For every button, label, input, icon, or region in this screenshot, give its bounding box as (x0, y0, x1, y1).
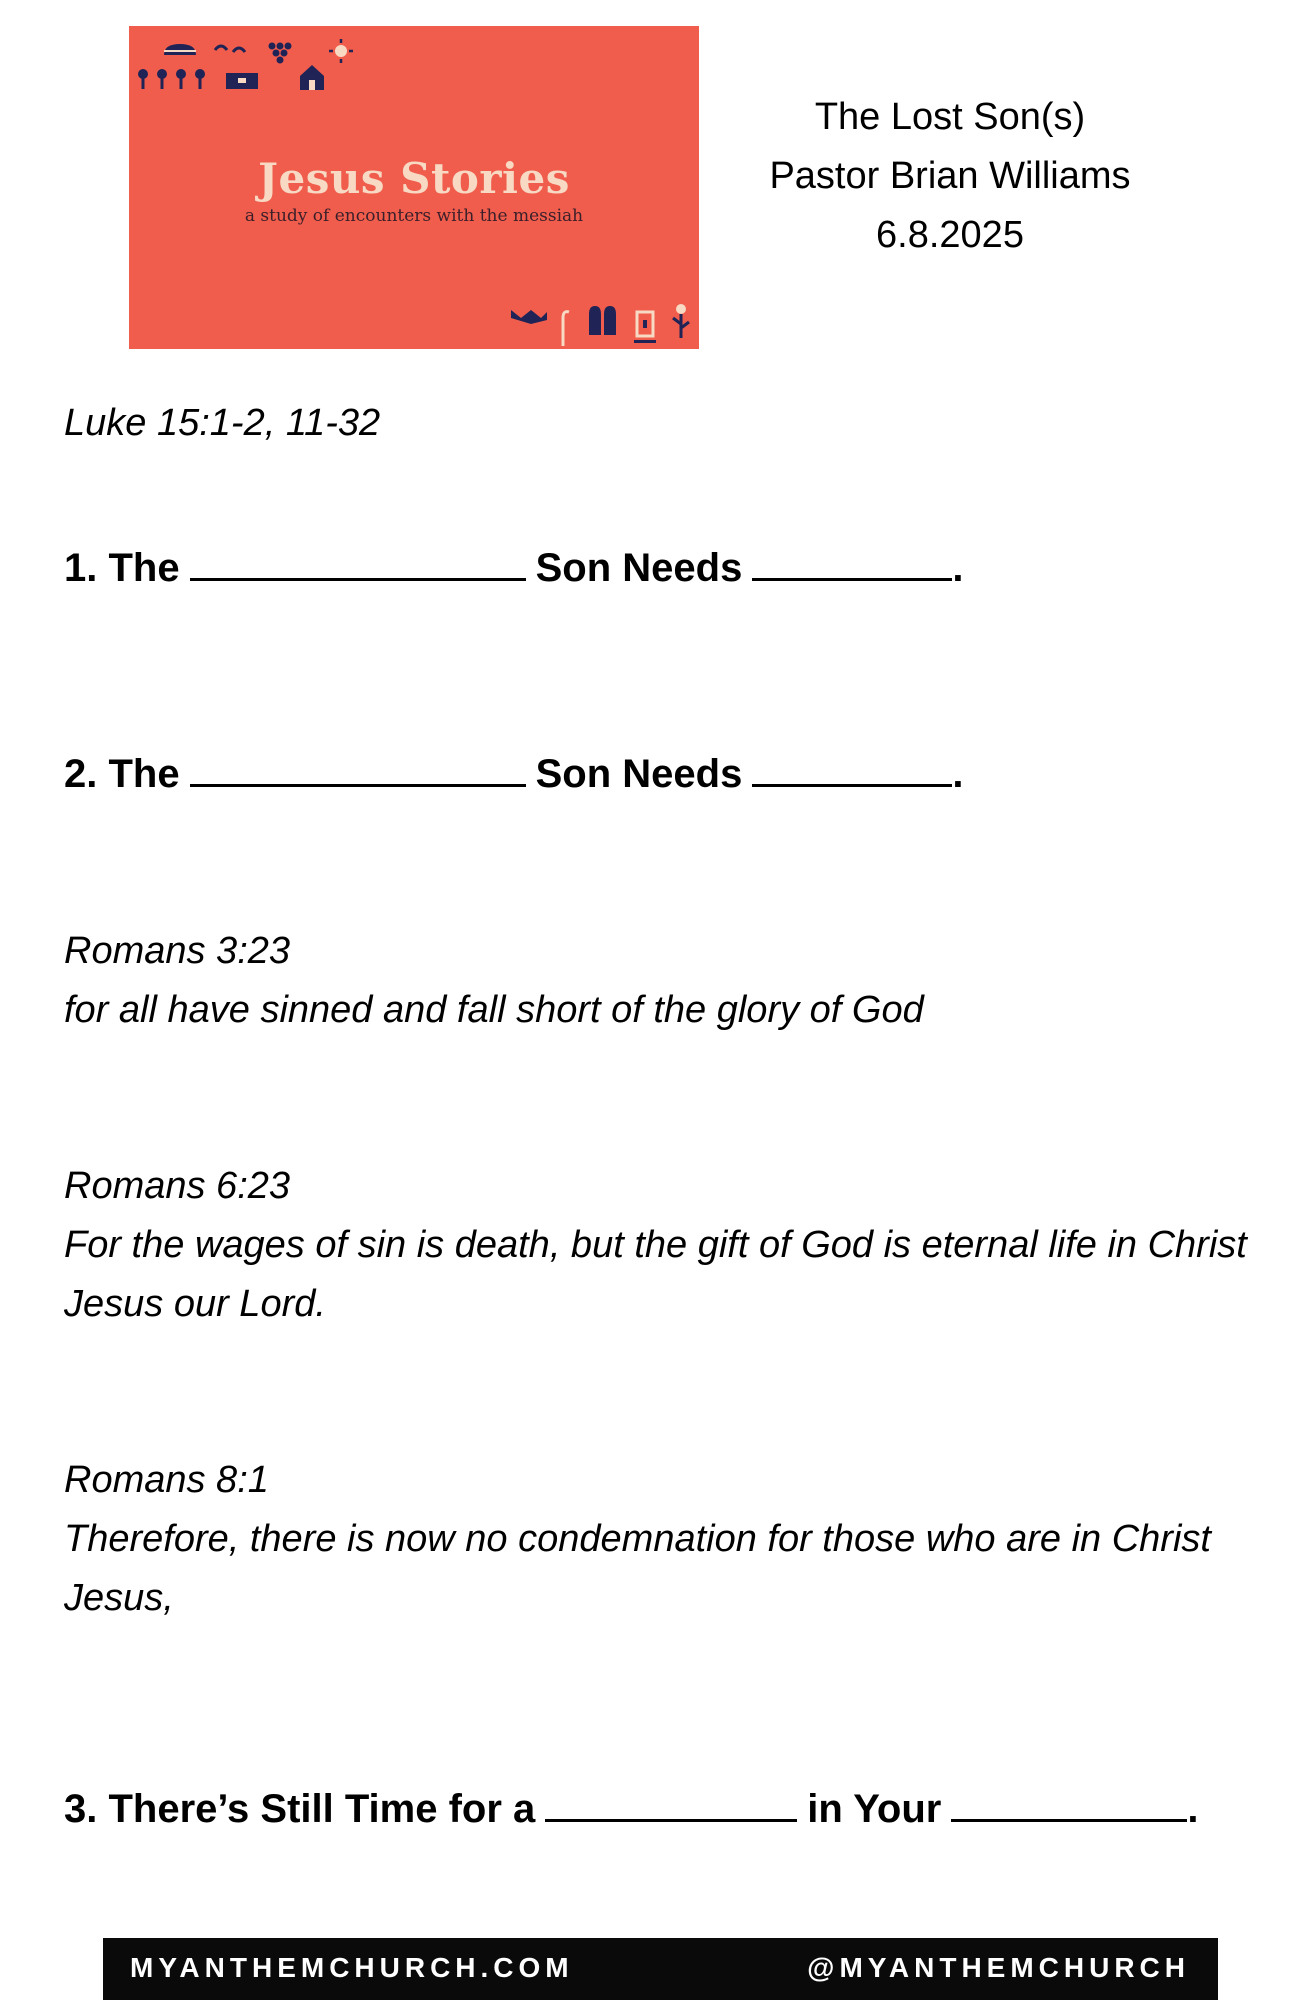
verse-reference: Romans 3:23 (64, 930, 291, 972)
sermon-point-3 (64, 1787, 1199, 1832)
fill-in-blank[interactable] (752, 754, 952, 787)
fill-in-blank[interactable] (545, 1789, 797, 1822)
chest-icon (225, 72, 259, 90)
point-text: 3. There’s Still Time for a (64, 1787, 536, 1831)
verse-romans-6-23 (64, 1157, 1254, 1334)
series-banner (129, 26, 699, 349)
fill-in-blank[interactable] (951, 1789, 1187, 1822)
tablets-icon (587, 304, 619, 336)
point-text: 1. The (64, 546, 180, 590)
staff-icon (558, 308, 572, 348)
house-icon (297, 62, 327, 92)
pastor-name: Pastor Brian Williams (769, 155, 1131, 197)
point-text: . (952, 546, 964, 590)
fish-icon (213, 42, 255, 56)
bread-icon (162, 41, 198, 57)
point-text: 2. The (64, 752, 180, 796)
fill-in-blank[interactable] (190, 548, 526, 581)
birds-icon (509, 306, 549, 328)
point-text: . (1187, 1787, 1199, 1831)
door-icon (633, 310, 657, 346)
footer-bar (103, 1938, 1218, 2000)
point-text: Son Needs (535, 546, 743, 590)
verse-text: For the wages of sin is death, but the gift of God is eternal life in Christ Jesus our Lord. (64, 1224, 1247, 1325)
flower-icon (669, 302, 693, 340)
sermon-point-1 (64, 546, 963, 591)
sermon-point-2 (64, 752, 963, 797)
sermon-title: The Lost Son(s) (814, 96, 1086, 138)
passage-reference: Luke 15:1-2, 11-32 (64, 402, 381, 444)
fill-in-blank[interactable] (752, 548, 952, 581)
verse-romans-3-23 (64, 922, 1254, 1040)
website-link[interactable]: MYANTHEMCHURCH.COM (130, 1952, 574, 1983)
sermon-info (720, 88, 1180, 265)
series-subtitle: a study of encounters with the messiah (244, 206, 584, 226)
verse-text: for all have sinned and fall short of the glory of God (64, 989, 924, 1031)
grapes-icon (266, 38, 294, 64)
sun-icon (328, 38, 354, 64)
point-text: in Your (807, 1787, 942, 1831)
verse-reference: Romans 8:1 (64, 1459, 269, 1501)
verse-text: Therefore, there is now no condemnation for those who are in Christ Jesus, (64, 1518, 1211, 1619)
verse-reference: Romans 6:23 (64, 1165, 291, 1207)
trees-icon (135, 68, 211, 90)
social-handle[interactable]: @MYANTHEMCHURCH (807, 1952, 1190, 1983)
series-title: Jesus Stories (258, 154, 570, 203)
point-text: . (952, 752, 964, 796)
verse-romans-8-1 (64, 1451, 1254, 1628)
fill-in-blank[interactable] (190, 754, 526, 787)
sermon-date: 6.8.2025 (876, 214, 1024, 256)
point-text: Son Needs (535, 752, 743, 796)
